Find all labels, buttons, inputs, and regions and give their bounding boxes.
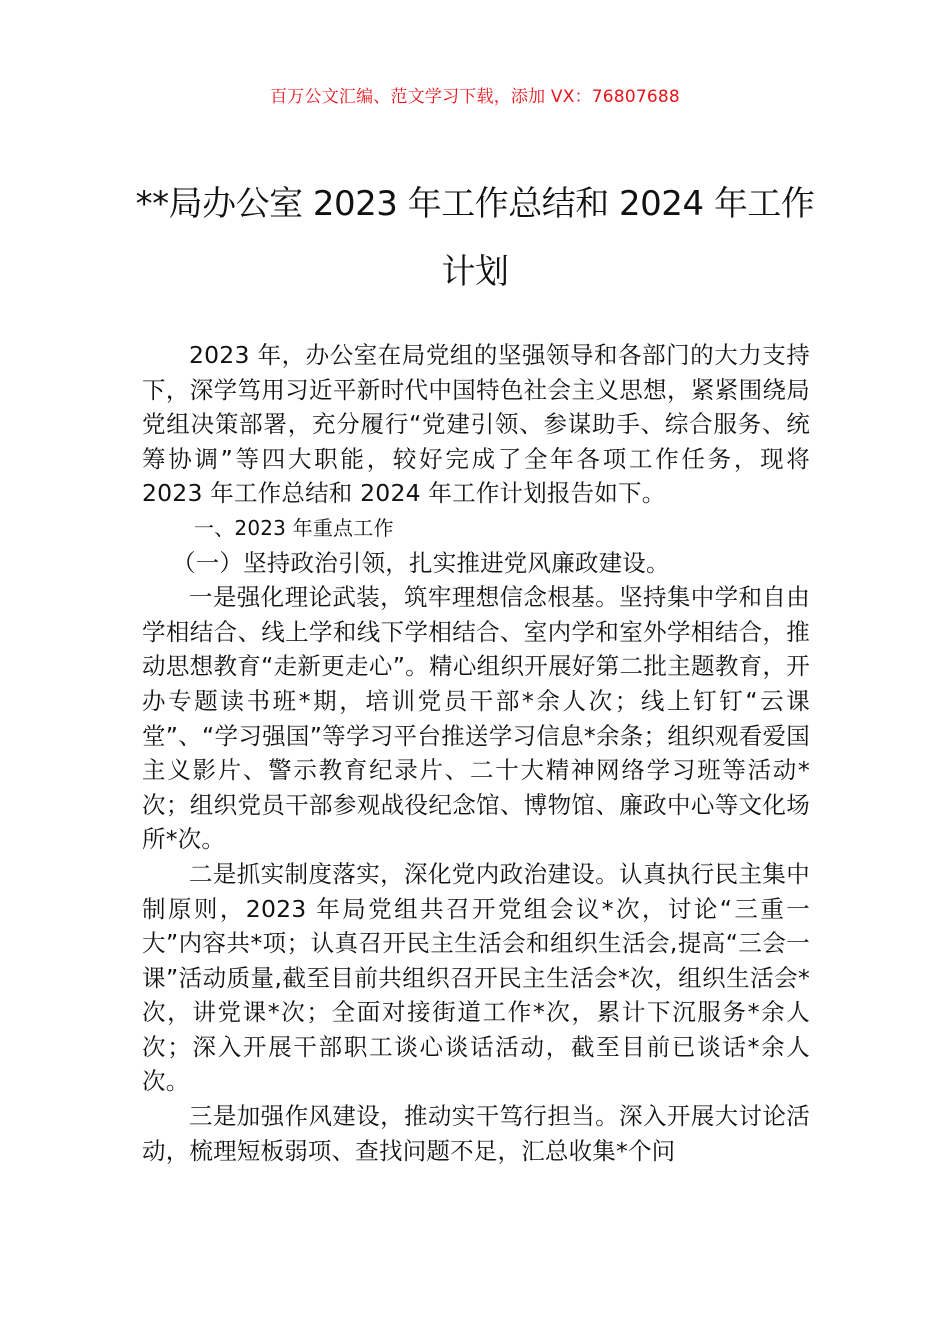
watermark-banner: 百万公文汇编、范文学习下载，添加 VX：76807688 bbox=[270, 87, 680, 107]
intro-paragraph: 2023 年，办公室在局党组的坚强领导和各部门的大力支持下，深学笃用习近平新时代中国特色社会主义思想，紧紧围绕局党组决策部署，充分履行“党建引领、参谋助手、综合服务、统筹协调”等四大职能，较好完成了全年各项工作任务，现将 2023 年工作总结和 2024 年工作计划报告如下。 bbox=[142, 341, 810, 508]
body-paragraph-item-1: 一是强化理论武装，筑牢理想信念根基。坚持集中学和自由学相结合、线上学和线下学相结合、室内学和室外学相结合，推动思想教育“走新更走心”。精心组织开展好第二批主题教育，开办专题读书班*期，培训党员干部*余人次；线上钉钉“云课堂”、“学习强国”等学习平台推送学习信息*余条；组织观看爱国主义影片、警示教育纪录片、二十大精神网络学习班等活动*次；组织党员干部参观战役纪念馆、博物馆、廉政中心等文化场所*次。 bbox=[142, 583, 810, 854]
title-line-1: **局办公室 2023 年工作总结和 2024 年工作 bbox=[135, 184, 815, 224]
document-body bbox=[142, 338, 810, 1168]
body-paragraph-item-3: 三是加强作风建设，推动实干笃行担当。深入开展大讨论活动，梳理短板弱项、查找问题不足，汇总收集*个问 bbox=[142, 1102, 810, 1165]
section-heading: 一、2023 年重点工作 bbox=[194, 515, 394, 540]
subsection-heading: （一）坚持政治引领，扎实推进党风廉政建设。 bbox=[172, 548, 670, 577]
document-title bbox=[120, 170, 830, 306]
body-paragraph-item-2: 二是抓实制度落实，深化党内政治建设。认真执行民主集中制原则，2023 年局党组共召开党组会议*次，讨论“三重一大”内容共*项；认真召开民主生活会和组织生活会,提高“三会一课”活动质量,截至目前共组织召开民主生活会*次，组织生活会*次，讲党课*次；全面对接街道工作*次，累计下沉服务*余人次；深入开展干部职工谈心谈话活动，截至目前已谈话*余人次。 bbox=[142, 859, 810, 1096]
title-line-2: 计划 bbox=[441, 252, 509, 292]
